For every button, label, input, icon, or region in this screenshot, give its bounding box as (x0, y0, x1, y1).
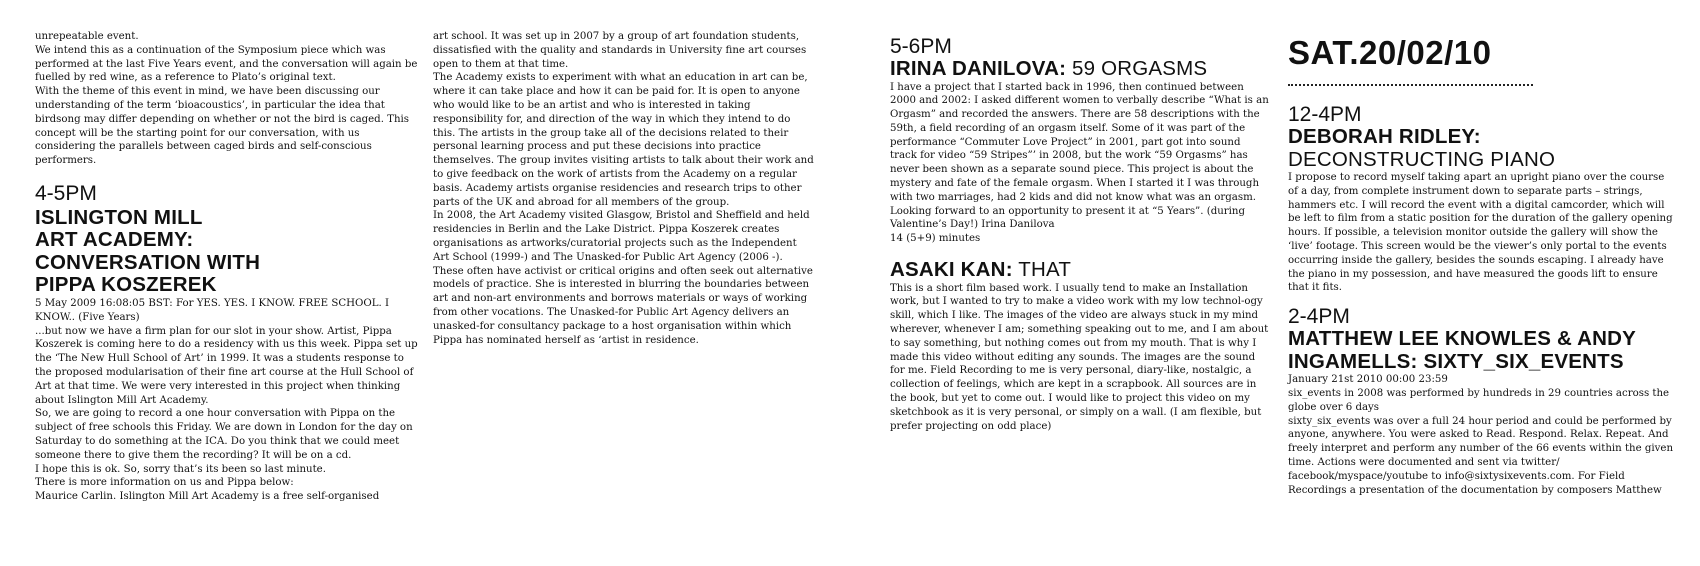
dotted-divider (1288, 84, 1533, 86)
title-line: PIPPA KOSZEREK (35, 273, 217, 297)
paragraph: This is a short film based work. I usually tend to make an Installation work, but I wanted to try to make a video work with my low technol-ogy skill, which I like. The images of the video are always stuck in my mind wherever, whenever I am; something speaking out to me, and I am about to say something, but nothing comes out from my mouth. That is why I made this video without editing any sounds. The images are the sound for me. Field Recording to me is very personal, diary-like, nostalgic, a collection of feelings, which are kept in a scrapbook. All sources are in the book, but yet to come out. I would like to project this video on my sketchbook as it is very personal, or simply on a wall. (I am flexible, but prefer projecting on odd place) (890, 282, 1269, 432)
paragraph: unrepeatable event. (35, 31, 139, 42)
paragraph: We intend this as a continuation of the Symposium piece which was performed at the last Five Years event, and the conversation will again be fuelled by red wine, as a reference to Plato’s original text. (35, 44, 418, 84)
event-description (1288, 373, 1673, 497)
title-line: CONVERSATION WITH (35, 250, 261, 274)
event-title (890, 259, 1270, 282)
paragraph: ...but now we have a firm plan for our slot in your show. Artist, Pippa Koszerek is coming here to do a residency with us this week. Pippa set up the ‘The New Hull School of Art’ in 1999. It was a students response to the proposed modularisation of their fine art course at the Hull School of Art at that time. We were very interested in this project when thinking about Islington Mill Art Academy. (35, 325, 418, 406)
paragraph: I propose to record myself taking apart an upright piano over the course of a day, from complete instrument down to separate parts – strings, hammers etc. I will record the event with a digital camcorder, which will be left to film from a static position for the duration of the gallery opening hours. If possible, a television monitor outside the gallery will show the ‘live’ footage. This screen would be the viewer’s only portal to the events occurring inside the gallery, besides the sounds escaping. I already have the piano in my possession, and have measured the goods lift to ensure that it fits. (1288, 172, 1673, 294)
work-title: DECONSTRUCTING PIANO (1288, 147, 1556, 171)
academy-description (433, 30, 816, 347)
artist-name: IRINA DANILOVA: (890, 57, 1067, 80)
work-title: 59 ORGASMS (1066, 57, 1208, 80)
paragraph: sixty_six_events was over a full 24 hour period and could be performed by anyone, anywhere. You were asked to Read. Respond. Relax. Repeat. And freely interpret and perform any number of the 66 events within the given time. Actions were documented and sent via twitter/ facebook/myspace/youtube to info@sixtysixevents.com. For Field Recordings a presentation of the documentation by composers Matthew (1288, 415, 1674, 496)
paragraph: There is more information on us and Pippa below: (35, 477, 294, 489)
title-line: INGAMELLS: SIXTY_SIX_EVENTS (1288, 349, 1624, 373)
paragraph: art school. It was set up in 2007 by a group of art foundation students, dissatisfied with the quality and standards in University fine art courses open to them at that time. (433, 31, 807, 70)
date-heading: SAT.20/02/10 (1288, 34, 1492, 71)
paragraph: With the theme of this event in mind, we have been discussing our understanding of the term ‘bioacoustics’, in particular the idea that birdsong may differ depending on whether or not the bird is caged. This concept will be the starting point for our conversation, with us considering the parallels between caged birds and self-conscious performers. (35, 86, 410, 167)
paragraph: In 2008, the Art Academy visited Glasgow, Bristol and Sheffield and held residencies in Berlin and the Lake District. Pippa Koszerek creates organisations as artworks/curatorial projects such as the Independent Art School (1999-) and The Unasked-for Public Art Agency (2006 -). These often have activist or critical origins and often seek out alternative models of practice. She is interested in blurring the boundaries between art and non-art environments and borrows materials or ways of working from other vocations. The Unasked-for Public Art Agency delivers an unasked-for consultancy package to a host organisation within which Pippa has nominated herself as ‘artist in residence. (433, 210, 813, 346)
event-title (1288, 328, 1673, 373)
column-1 (35, 30, 420, 504)
title-line: ISLINGTON MILL (35, 205, 203, 229)
column-2 (433, 30, 816, 347)
work-title: THAT (1012, 258, 1072, 282)
title-line: MATTHEW LEE KNOWLES & ANDY (1288, 327, 1636, 351)
event-asaki-kan (890, 259, 1270, 433)
event-sixty-six-events (1288, 306, 1673, 497)
event-time: 12-4PM (1288, 103, 1362, 126)
artist-name: DEBORAH RIDLEY: (1288, 125, 1481, 148)
title-line: ART ACADEMY: (35, 228, 194, 252)
artist-name: ASAKI KAN: (890, 258, 1013, 282)
event-description (1288, 171, 1673, 295)
paragraph: I hope this is ok. So, sorry that’s its been so last minute. (35, 463, 326, 475)
paragraph: So, we are going to record a one hour conversation with Pippa on the subject of free schools this Friday. We are down in London for the day on Saturday to do something at the ICA. Do you think that we could meet someone there to give them the recording? It will be on a cd. (35, 408, 413, 461)
column-4 (1288, 34, 1673, 497)
event-irina-danilova (890, 36, 1270, 246)
event-time: 2-4PM (1288, 305, 1350, 329)
paragraph: 14 (5+9) minutes (890, 233, 981, 245)
paragraph: 5 May 2009 16:08:05 BST: For YES. YES. I KNOW. FREE SCHOOL. I KNOW.. (Five Years) (35, 297, 389, 323)
paragraph: Maurice Carlin. Islington Mill Art Academy is a free self-organised (35, 491, 380, 503)
event-time: 4-5PM (35, 181, 97, 205)
event-title (35, 207, 420, 297)
event-time: 5-6PM (890, 35, 952, 58)
paragraph: The Academy exists to experiment with what an education in art can be, where it can take place and how it can be paid for. It is open to anyone who would like to be an artist and who is interested in taking responsibility for, and direction of the way in which they intend to do this. The artists in the group take all of the decisions related to their personal learning process and put these decisions into practice themselves. The group invites visiting artists to talk about their work and to give feedback on the work of artists from the Academy on a regular basis. Academy artists organise residencies and research trips to other parts of the UK and abroad for all members of the group. (433, 72, 814, 208)
intro-text (35, 30, 420, 168)
paragraph: January 21st 2010 00:00 23:59 (1288, 374, 1448, 386)
event-description (890, 282, 1270, 434)
event-description (35, 297, 420, 504)
event-title (890, 58, 1270, 81)
paragraph: six_events in 2008 was performed by hundreds in 29 countries across the globe over 6 days (1288, 387, 1670, 413)
paragraph: I have a project that I started back in 1996, then continued between 2000 and 2002: I asked different women to verbally describe “What is an Orgasm” and recorded the answers. There are 58 descriptions with the 59th, a field recording of an orgasm itself. Some of it was part of the performance “Commuter Love Project” in 2001, part got into sound track for video “59 Stripes”’ in 2008, but the work “59 Orgasms” has never been shown as a separate sound piece. This project is about the mystery and fate of the female orgasm. When I started it I was through with two marriages, had 2 kids and did not know what was an orgasm. Looking forward to an opportunity to present it at “5 Years”. (during Valentine’s Day!) Irina Danilova (890, 81, 1269, 231)
event-islington-mill (35, 183, 420, 504)
column-3 (890, 36, 1270, 433)
event-description (890, 81, 1270, 247)
event-deborah-ridley (1288, 104, 1673, 295)
